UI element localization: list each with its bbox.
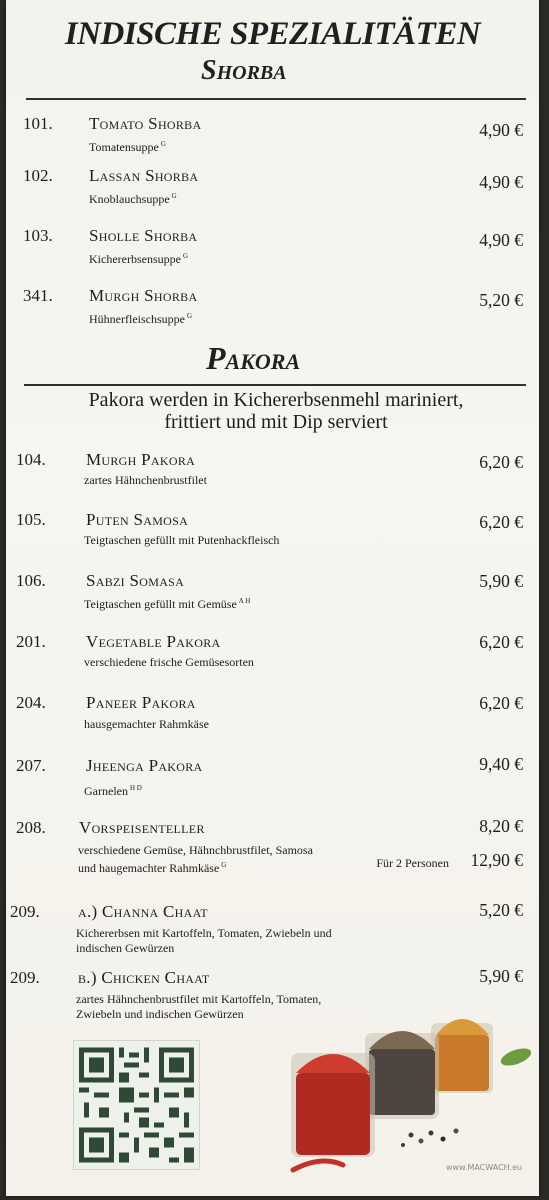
item-number: 208. (16, 818, 46, 837)
item-price: 5,20 € (479, 900, 523, 920)
item-name: Puten Samosa (86, 510, 189, 529)
persons-label: Für 2 Personen (376, 856, 449, 870)
item-name: Vegetable Pakora (86, 632, 221, 651)
intro-line: Pakora werden in Kichererbsenmehl mariniert, (88, 389, 464, 411)
item-description: verschiedene Gemüse, Hähnchbrustfilet, Samosa und haugemachter Rahmkäse $^G$ (78, 843, 313, 875)
item-description: Kichererbsen mit Kartoffeln, Tomaten, Zwiebeln und indischen Gewürzen (76, 926, 332, 955)
item-price: 6,20 € (479, 452, 523, 472)
item-number: 207. (16, 756, 46, 775)
item-price: 6,20 € (479, 632, 523, 652)
item-price: 4,90 € (479, 120, 523, 140)
item-description: Knoblauchsuppe $^G$ (89, 192, 177, 206)
item-number: 209. (10, 902, 40, 921)
item-name: b.) Chicken Chaat (78, 968, 210, 987)
item-description: zartes Hähnchenbrustfilet (84, 473, 207, 487)
divider (26, 98, 526, 100)
item-name: Sholle Shorba (89, 226, 198, 245)
item-number: 105. (16, 510, 46, 529)
item-description: Teigtaschen gefüllt mit Putenhackfleisch (84, 533, 280, 547)
item-name: Paneer Pakora (86, 693, 196, 712)
item-price: 5,20 € (479, 290, 523, 310)
menu-page (6, 0, 539, 1196)
item-number: 102. (23, 166, 53, 185)
item-number: 201. (16, 632, 46, 651)
item-number: 106. (16, 571, 46, 590)
item-price: 6,20 € (479, 693, 523, 713)
qr-code-icon (74, 1041, 199, 1169)
item-price: 9,40 € (479, 754, 523, 774)
section-title-shorba: Shorba (201, 55, 287, 86)
section-intro (26, 389, 526, 433)
item-name: Murgh Shorba (89, 286, 198, 305)
item-price: 4,90 € (479, 230, 523, 250)
item-description: Garnelen $^{H D}$ (84, 784, 142, 798)
credit-text: www.MACWACH.eu (446, 1163, 523, 1172)
item-number: 103. (23, 226, 53, 245)
item-name: Vorspeisenteller (79, 818, 205, 837)
page-title: INDISCHE SPEZIALITÄTEN (64, 16, 481, 52)
intro-line: frittiert und mit Dip serviert (164, 411, 388, 433)
qr-code[interactable] (73, 1040, 200, 1170)
divider (24, 384, 526, 386)
item-description: verschiedene frische Gemüsesorten (84, 655, 254, 669)
item-price: 5,90 € (479, 571, 523, 591)
item-name: Jheenga Pakora (86, 756, 203, 775)
item-description: zartes Hähnchenbrustfilet mit Kartoffeln, Tomaten, Zwiebeln und indischen Gewürzen (76, 992, 322, 1021)
item-description: Teigtaschen gefüllt mit Gemüse $^{A H}$ (84, 597, 251, 611)
item-price: 5,90 € (479, 966, 523, 986)
spice-jars-image (261, 995, 531, 1185)
item-number: 104. (16, 450, 46, 469)
item-name: Murgh Pakora (86, 450, 196, 469)
item-number: 209. (10, 968, 40, 987)
item-description: Kichererbsensuppe $^G$ (89, 252, 189, 266)
item-price-2-persons: 12,90 € (470, 850, 523, 870)
item-price: 8,20 € (479, 816, 523, 836)
item-name: a.) Channa Chaat (78, 902, 208, 921)
item-description: Tomatensuppe $^G$ (89, 140, 166, 154)
section-title-pakora: Pakora (206, 340, 301, 376)
item-price: 6,20 € (479, 512, 523, 532)
item-description: hausgemachter Rahmkäse (84, 717, 209, 731)
item-number: 204. (16, 693, 46, 712)
item-name: Sabzi Somasa (86, 571, 185, 590)
item-number: 341. (23, 286, 53, 305)
item-number: 101. (23, 114, 53, 133)
item-name: Tomato Shorba (89, 114, 202, 133)
item-description: Hühnerfleischsuppe $^G$ (89, 312, 193, 326)
item-price: 4,90 € (479, 172, 523, 192)
item-name: Lassan Shorba (89, 166, 199, 185)
